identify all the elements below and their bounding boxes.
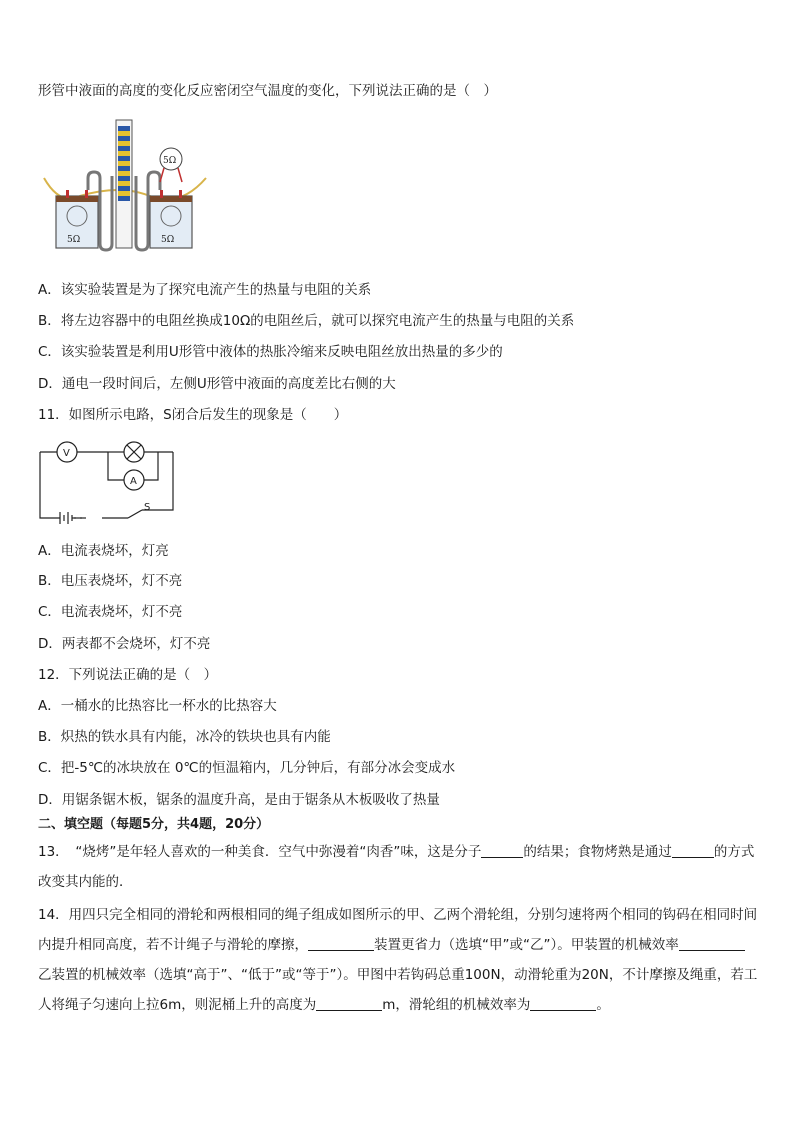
q11-option-d: D．两表都不会烧坏，灯不亮 xyxy=(38,636,211,652)
q10-option-a: A．该实验装置是为了探究电流产生的热量与电阻的关系 xyxy=(38,282,372,298)
question-14 xyxy=(38,900,758,1020)
q11-option-a: A．电流表烧坏，灯亮 xyxy=(38,543,169,559)
q11-option-b: B．电压表烧坏，灯不亮 xyxy=(38,573,183,589)
circuit-diagram-figure xyxy=(38,438,178,524)
q14-blank-4 xyxy=(530,996,596,1011)
q12-option-d: D．用锯条锯木板，锯条的温度升高，是由于锯条从木板吸收了热量 xyxy=(38,792,440,808)
q12-option-c: C．把-5℃的冰块放在 0℃的恒温箱内，几分钟后，有部分冰会变成水 xyxy=(38,760,456,776)
q11-option-c: C．电流表烧坏，灯不亮 xyxy=(38,604,183,620)
q13-text-3: 的方式改变其内能的． xyxy=(38,844,755,890)
q14-text-4: m，滑轮组的机械效率为 xyxy=(382,997,531,1013)
section-heading-fill-in: 二、填空题（每题5分，共4题，20分） xyxy=(38,817,270,832)
q14-text-2: 装置更省力（选填“甲”或“乙”）。甲装置的机械效率 xyxy=(374,937,679,953)
q10-option-c: C．该实验装置是利用U形管中液体的热胀冷缩来反映电阻丝放出热量的多少的 xyxy=(38,344,503,360)
q14-text-5: 。 xyxy=(596,997,610,1013)
question-13 xyxy=(38,837,758,897)
q12-option-b: B．炽热的铁水具有内能，冰冷的铁块也具有内能 xyxy=(38,729,331,745)
q13-blank-1 xyxy=(481,843,523,858)
q14-blank-1 xyxy=(308,936,374,951)
q13-blank-2 xyxy=(672,843,714,858)
voltmeter-label: V xyxy=(63,448,70,459)
question-10-stem: 形管中液面的高度的变化反应密闭空气温度的变化，下列说法正确的是（ ） xyxy=(38,83,497,99)
q14-text-3: 乙装置的机械效率（选填“高于”、“低于”或“等于”）。甲图中若钩码总重100N，动滑轮重为20N，不计摩擦及绳重，若工人将绳子匀速向上拉6m，则泥桶上升的高度为 xyxy=(38,967,758,1013)
question-12-stem: 12．下列说法正确的是（ ） xyxy=(38,667,218,683)
q13-text-2: 的结果；食物烤熟是通过 xyxy=(523,844,672,860)
q13-text-1: 13． “烧烤”是年轻人喜欢的一种美食．空气中弥漫着“肉香”味，这是分子 xyxy=(38,844,482,860)
q14-blank-3 xyxy=(316,996,382,1011)
ammeter-label: A xyxy=(130,476,137,487)
right-resistor-label: 5Ω xyxy=(161,235,175,245)
q12-option-a: A．一桶水的比热容比一杯水的比热容大 xyxy=(38,698,277,714)
switch-label: S xyxy=(144,502,151,513)
q10-option-b: B．将左边容器中的电阻丝换成10Ω的电阻丝后，就可以探究电流产生的热量与电阻的关系 xyxy=(38,313,575,329)
q14-blank-2 xyxy=(679,936,745,951)
left-resistor-label: 5Ω xyxy=(67,235,81,245)
joule-heat-apparatus-figure xyxy=(40,116,210,256)
question-11-stem: 11．如图所示电路，S闭合后发生的现象是（ ） xyxy=(38,407,348,423)
external-resistor-label: 5Ω xyxy=(163,156,177,166)
q10-option-d: D．通电一段时间后，左侧U形管中液面的高度差比右侧的大 xyxy=(38,376,396,392)
q14-text-1: 14．用四只完全相同的滑轮和两根相同的绳子组成如图所示的甲、乙两个滑轮组，分别匀速将两个相同的钩码在相同时间内提升相同高度，若不计绳子与滑轮的摩擦， xyxy=(38,907,758,953)
